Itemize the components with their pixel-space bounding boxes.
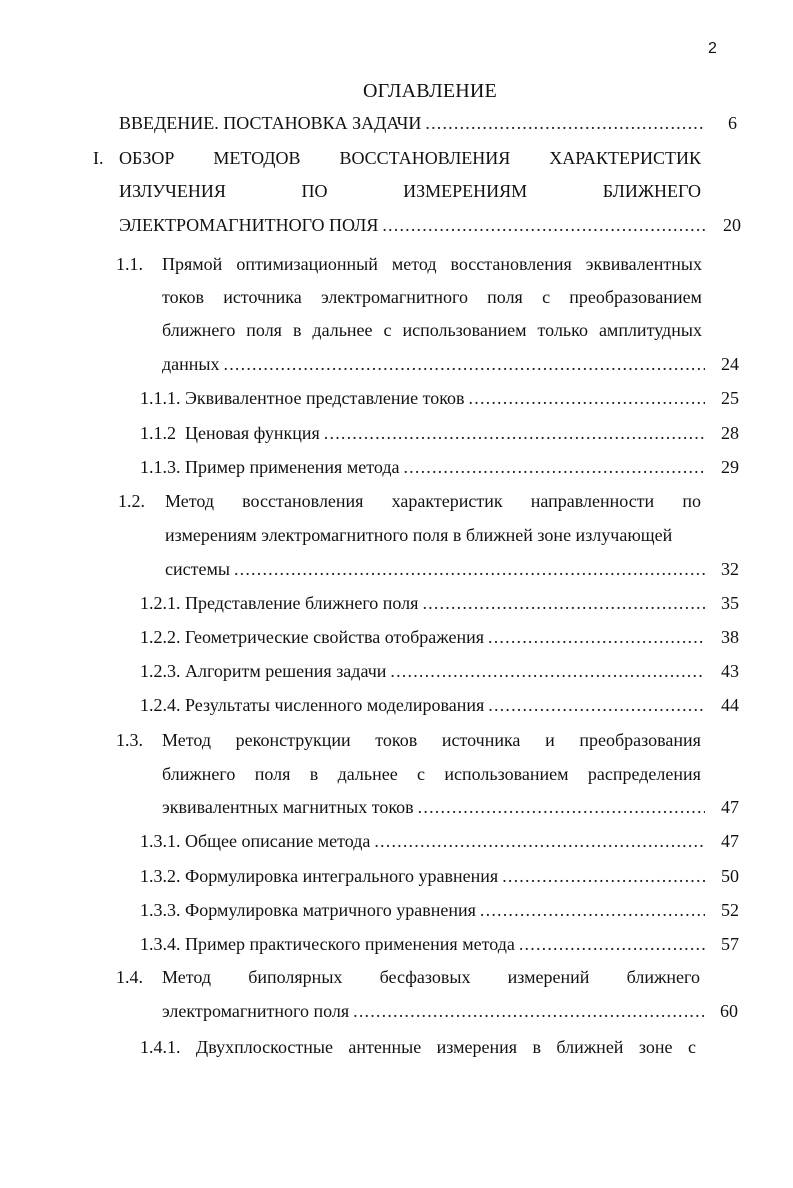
word: распределения — [587, 764, 701, 784]
toc-entry-text: электромагнитного поля — [162, 1001, 350, 1021]
toc-entry-page: 43 — [721, 661, 739, 681]
word: Метод — [162, 967, 212, 987]
word: с — [383, 320, 392, 340]
word: в — [309, 764, 319, 784]
word: 1.4.1. — [140, 1037, 181, 1057]
dot-leader — [519, 934, 705, 955]
word: электромагнитного — [320, 287, 468, 307]
word: дальнее — [312, 320, 373, 340]
section-title-line-1 — [162, 254, 702, 275]
word: восстановления — [242, 491, 364, 511]
section-title-line-1 — [165, 491, 701, 512]
word: токов — [375, 730, 418, 750]
word: ВОССТАНОВЛЕНИЯ — [339, 148, 511, 168]
word: Прямой — [162, 254, 223, 274]
toc-entry-page: 44 — [721, 695, 739, 715]
word: ОБЗОР — [119, 148, 175, 168]
toc-entry-text: системы — [165, 559, 230, 579]
toc-entry-page: 47 — [721, 797, 739, 817]
toc-entry-text: данных — [162, 354, 220, 374]
toc-entry-text: 1.2.2. Геометрические свойства отображения — [140, 627, 485, 647]
word: амплитудных — [598, 320, 702, 340]
section-title-line-2 — [162, 764, 701, 785]
page-title: ОГЛАВЛЕНИЕ — [363, 80, 497, 102]
dot-leader — [469, 388, 705, 409]
toc-entry-page: 24 — [721, 354, 739, 374]
dot-leader — [502, 866, 705, 887]
toc-entry-1-2-1 — [140, 593, 739, 614]
word: поля — [254, 764, 291, 784]
word: ближней — [556, 1037, 624, 1057]
word: дальнее — [337, 764, 398, 784]
word: по — [682, 491, 701, 511]
toc-entry-page: 60 — [720, 1001, 738, 1021]
dot-leader — [488, 695, 705, 716]
dot-leader — [374, 831, 705, 852]
section-number: 1.1. — [116, 254, 143, 274]
dot-leader — [234, 559, 705, 580]
dot-leader — [224, 354, 705, 375]
dot-leader — [418, 797, 705, 818]
word: ПО — [301, 181, 328, 201]
toc-entry-text: 1.2.3. Алгоритм решения задачи — [140, 661, 387, 681]
toc-entry-text: 1.3.1. Общее описание метода — [140, 831, 371, 851]
dot-leader — [425, 113, 703, 134]
toc-entry-page: 20 — [723, 215, 741, 235]
section-number: 1.4. — [116, 967, 143, 987]
toc-entry-text: 1.2.1. Представление ближнего поля — [140, 593, 419, 613]
word: ближнего — [162, 764, 236, 784]
dot-leader — [390, 661, 705, 682]
word: преобразования — [579, 730, 701, 750]
word: ближнего — [626, 967, 700, 987]
word: бесфазовых — [379, 967, 471, 987]
word: поля — [246, 320, 282, 340]
word: ближнего — [162, 320, 236, 340]
dot-leader — [480, 900, 705, 921]
word: ИЗМЕРЕНИЯМ — [403, 181, 528, 201]
toc-entry-1-3-1 — [140, 831, 739, 852]
word: использованием — [402, 320, 527, 340]
toc-entry-1-4-1-line-1 — [140, 1037, 696, 1058]
word: с — [417, 764, 426, 784]
toc-entry-1-3-2 — [140, 866, 739, 887]
toc-entry-page: 6 — [728, 113, 737, 133]
word: в — [532, 1037, 541, 1057]
section-title-line-1 — [162, 730, 701, 751]
toc-entry-page: 29 — [721, 457, 739, 477]
toc-entry-1-1-1 — [140, 388, 739, 409]
section-title-line-2 — [162, 287, 702, 308]
dot-leader — [422, 593, 705, 614]
word: использованием — [444, 764, 569, 784]
word: только — [537, 320, 588, 340]
toc-entry-text: ЭЛЕКТРОМАГНИТНОГО ПОЛЯ — [119, 215, 379, 235]
word: с — [687, 1037, 696, 1057]
toc-entry-page: 47 — [721, 831, 739, 851]
word: источника — [223, 287, 302, 307]
word: эквивалентных — [585, 254, 702, 274]
word: источника — [441, 730, 521, 750]
toc-entry-page: 57 — [721, 934, 739, 954]
dot-leader — [324, 423, 705, 444]
word: зоне — [638, 1037, 673, 1057]
toc-entry-1-3-3 — [140, 900, 739, 921]
toc-entry-text: ВВЕДЕНИЕ. ПОСТАНОВКА ЗАДАЧИ — [119, 113, 422, 133]
toc-entry-page: 35 — [721, 593, 739, 613]
section-title-line-2: измерениям электромагнитного поля в ближней зоне излучающей — [165, 525, 673, 545]
word: измерения — [436, 1037, 518, 1057]
word: восстановления — [450, 254, 572, 274]
toc-entry-text: 1.3.3. Формулировка матричного уравнения — [140, 900, 476, 920]
word: измерений — [507, 967, 590, 987]
word: с — [542, 287, 551, 307]
word: реконструкции — [235, 730, 351, 750]
word: направленности — [530, 491, 655, 511]
dot-leader — [403, 457, 705, 478]
dot-leader — [382, 215, 707, 236]
toc-entry-text: 1.2.4. Результаты численного моделирования — [140, 695, 485, 715]
toc-entry-text: 1.1.1. Эквивалентное представление токов — [140, 388, 465, 408]
toc-entry-text: 1.3.2. Формулировка интегрального уравнения — [140, 866, 499, 886]
toc-entry-1-1-2 — [140, 423, 739, 444]
dot-leader — [353, 1001, 704, 1022]
toc-entry-text: 1.1.3. Пример применения метода — [140, 457, 400, 477]
toc-entry-introduction — [119, 113, 737, 134]
toc-entry-1-4 — [162, 1001, 738, 1022]
dot-leader — [488, 627, 705, 648]
toc-entry-text: 1.3.4. Пример практического применения метода — [140, 934, 515, 954]
word: поля — [487, 287, 523, 307]
toc-entry-1-3 — [162, 797, 739, 818]
toc-entry-page: 25 — [721, 388, 739, 408]
toc-entry-1-3-4 — [140, 934, 739, 955]
toc-entry-1-2 — [165, 559, 739, 580]
word: характеристик — [391, 491, 503, 511]
word: антенные — [348, 1037, 422, 1057]
toc-entry-text: 1.1.2 Ценовая функция — [140, 423, 320, 443]
word: и — [545, 730, 555, 750]
section-title-line-1 — [162, 967, 700, 988]
word: в — [292, 320, 302, 340]
word: Двухплоскостные — [195, 1037, 333, 1057]
toc-entry-1-1-3 — [140, 457, 739, 478]
chapter-title-line-1 — [119, 148, 701, 169]
toc-entry-1-1 — [162, 354, 739, 375]
toc-entry-1-2-3 — [140, 661, 739, 682]
section-number: 1.2. — [118, 491, 145, 511]
page-number: 2 — [708, 40, 717, 57]
word: метод — [391, 254, 437, 274]
toc-entry-page: 38 — [721, 627, 739, 647]
section-title-line-3 — [162, 320, 702, 341]
word: Метод — [162, 730, 212, 750]
section-number: 1.3. — [116, 730, 143, 750]
toc-entry-1-2-4 — [140, 695, 739, 716]
toc-entry-page: 32 — [721, 559, 739, 579]
chapter-number: I. — [93, 148, 104, 168]
toc-entry-text: эквивалентных магнитных токов — [162, 797, 414, 817]
chapter-title-line-2 — [119, 181, 701, 202]
word: Метод — [165, 491, 215, 511]
toc-entry-page: 52 — [721, 900, 739, 920]
word: токов — [162, 287, 204, 307]
word: ИЗЛУЧЕНИЯ — [119, 181, 226, 201]
toc-entry-chapter-1 — [119, 215, 741, 236]
toc-entry-1-2-2 — [140, 627, 739, 648]
toc-entry-page: 28 — [721, 423, 739, 443]
word: биполярных — [248, 967, 343, 987]
word: преобразованием — [569, 287, 702, 307]
word: МЕТОДОВ — [213, 148, 301, 168]
word: ХАРАКТЕРИСТИК — [549, 148, 701, 168]
toc-entry-page: 50 — [721, 866, 739, 886]
word: оптимизационный — [236, 254, 378, 274]
word: БЛИЖНЕГО — [602, 181, 701, 201]
